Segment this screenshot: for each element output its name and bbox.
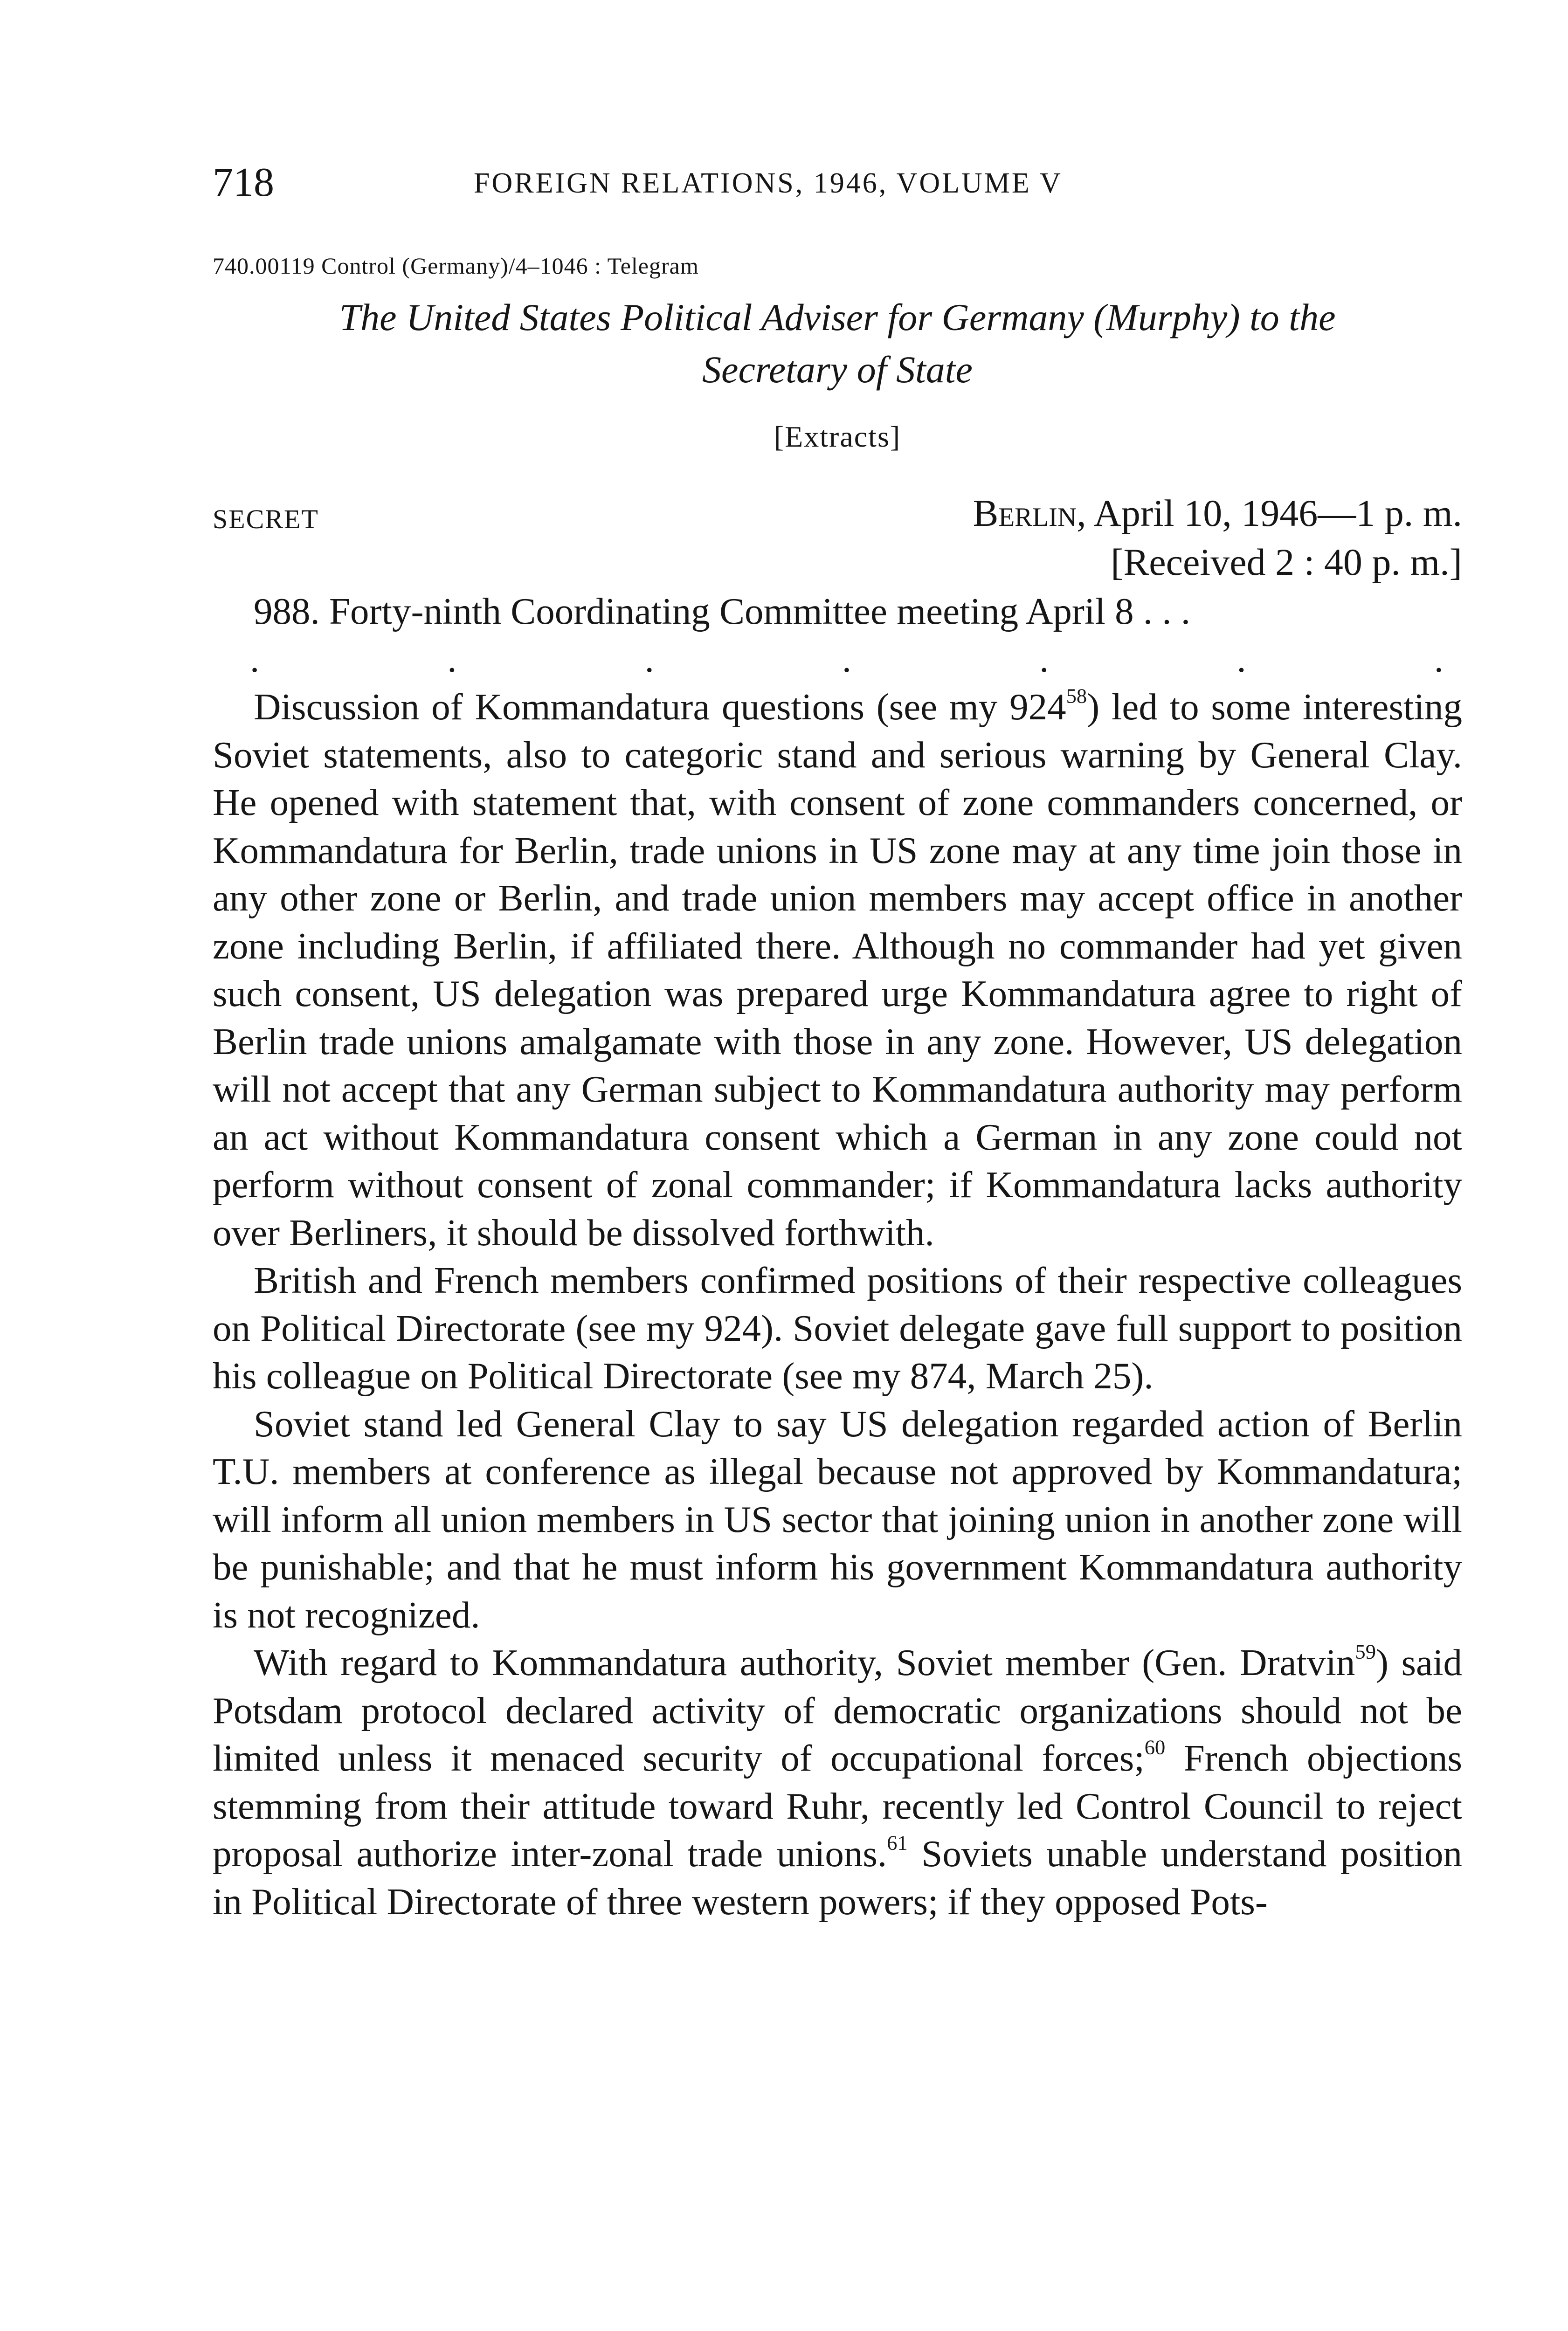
omission-mark: . bbox=[1039, 638, 1049, 680]
dateline-place: Berlin bbox=[973, 492, 1077, 534]
body-paragraph-2: British and French members confirmed positions of their respective colleagues on Political Directorate (see my 924). Soviet delegate gave full support to position his colleague on Political Directorate (see my 874, March 25). bbox=[213, 1259, 1462, 1397]
omission-mark: . bbox=[447, 638, 457, 680]
omission-mark: . bbox=[250, 638, 260, 680]
footnote-ref-61[interactable]: 61 bbox=[887, 1831, 908, 1855]
body-text-span: ) said Potsdam protocol declared activity of democratic organizations should not be limited unless it menaced security of occupational forces; bbox=[213, 1641, 1462, 1779]
omission-mark: . bbox=[1434, 638, 1444, 680]
body-paragraph-3: Soviet stand led General Clay to say US delegation regarded action of Berlin T.U. members at conference as illegal because not approved by Kommandatura; will inform all union members in US sector that joining union in another zone will be punishable; and that he must inform his government Kommandatura authority is not recognized. bbox=[213, 1402, 1462, 1636]
telegram-body bbox=[213, 587, 1462, 1925]
footnote-ref-58[interactable]: 58 bbox=[1066, 684, 1087, 708]
file-reference: 740.00119 Control (Germany)/4–1046 : Telegram bbox=[213, 253, 699, 279]
body-text-span: French objections stemming from their attitude toward Ruhr, recently led Control Council to reject proposal authorize inter-zonal trade unions. bbox=[213, 1737, 1462, 1875]
omission-mark: . bbox=[842, 638, 852, 680]
footnote-ref-60[interactable]: 60 bbox=[1144, 1735, 1166, 1759]
running-title: FOREIGN RELATIONS, 1946, VOLUME V bbox=[474, 167, 1063, 199]
body-text-span: ) led to some interesting Soviet statements, also to categoric stand and serious warning by General Clay. He opened with statement that, with consent of zone commanders concerned, or Kommandatura for Berlin, trade unions in US zone may at any time join those in any other zone or Berlin, and trade union members may accept office in another zone including Berlin, if affiliated there. Although no commander had yet given such consent, US delegation was prepared urge Kommandatura agree to right of Berlin trade unions amalgamate with those in any zone. However, US delegation will not accept that any German subject to Kommandatura authority may perform an act without Kommandatura consent which a German in any zone could not perform without consent of zonal commander; if Kommandatura lacks authority over Berliners, it should be dissolved forthwith. bbox=[213, 686, 1462, 1254]
body-text-span: Soviets unable understand position in Political Directorate of three western powers; if they opposed Pots- bbox=[213, 1833, 1462, 1923]
omission-marks bbox=[213, 635, 1462, 683]
opening-line: 988. Forty-ninth Coordinating Committee meeting April 8 . . . bbox=[254, 590, 1191, 632]
received-note: [Received 2 : 40 p. m.] bbox=[1111, 541, 1462, 583]
dateline bbox=[973, 494, 1462, 532]
running-head bbox=[213, 162, 1462, 218]
footnote-ref-59[interactable]: 59 bbox=[1355, 1640, 1376, 1663]
dateline-date: , April 10, 1946—1 p. m. bbox=[1077, 492, 1462, 534]
document-title-line-1: The United States Political Adviser for Germany (Murphy) to the bbox=[339, 296, 1336, 338]
body-text-span: With regard to Kommandatura authority, Soviet member (Gen. Dratvin bbox=[254, 1641, 1355, 1683]
body-paragraph-1 bbox=[213, 683, 1462, 1256]
classification-label: SECRET bbox=[213, 504, 319, 534]
omission-mark: . bbox=[1236, 638, 1246, 680]
omission-mark: . bbox=[644, 638, 654, 680]
document-title-line-2: Secretary of State bbox=[702, 348, 973, 391]
body-paragraph-4 bbox=[213, 1639, 1462, 1925]
document-title bbox=[213, 291, 1462, 396]
body-text-span: Discussion of Kommandatura questions (see my 924 bbox=[254, 686, 1066, 728]
extracts-note: [Extracts] bbox=[774, 420, 901, 453]
page-number: 718 bbox=[213, 160, 274, 205]
